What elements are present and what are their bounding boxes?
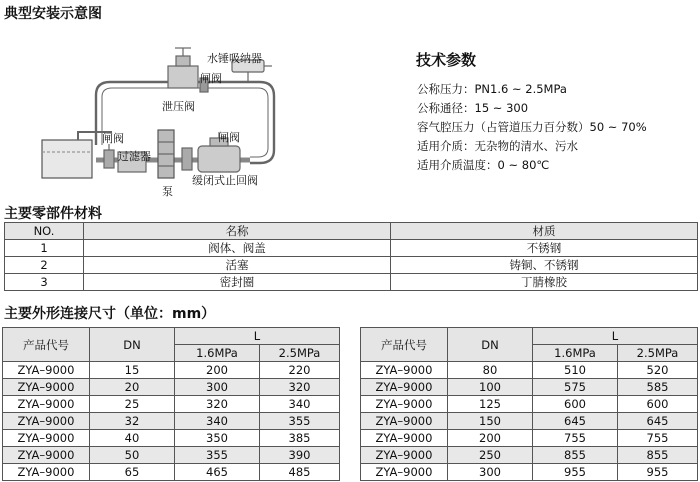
cell-l16: 465: [175, 464, 260, 481]
spec-line: 公称通径：15 ~ 300: [417, 101, 529, 115]
cell-l16: 200: [175, 362, 260, 379]
right-gate-valve: [182, 148, 192, 170]
label-water-hammer: 水锤吸纳器: [207, 52, 262, 65]
cell-dn: 20: [90, 379, 175, 396]
cell-l25: 855: [618, 447, 698, 464]
cell-l25: 755: [618, 430, 698, 447]
materials-table: [4, 222, 698, 291]
cell-code: ZYA–9000: [3, 464, 90, 481]
header-dn: DN: [90, 328, 175, 362]
table-row: [3, 413, 340, 430]
water-tank: [42, 140, 92, 178]
cell-material: 铸铜、不锈钢: [391, 257, 698, 274]
cell-dn: 300: [448, 464, 533, 481]
table-row: [361, 447, 698, 464]
label-gate-left: 闸阀: [102, 132, 124, 145]
cell-dn: 80: [448, 362, 533, 379]
cell-no: 1: [5, 240, 84, 257]
header-1-6mpa: 1.6MPa: [175, 345, 260, 362]
cell-dn: 100: [448, 379, 533, 396]
cell-dn: 150: [448, 413, 533, 430]
spec-line: 公称压力：PN1.6 ~ 2.5MPa: [417, 82, 567, 96]
cell-dn: 65: [90, 464, 175, 481]
header-code: 产品代号: [361, 328, 448, 362]
cell-material: 不锈钢: [391, 240, 698, 257]
cell-l16: 955: [533, 464, 618, 481]
cell-code: ZYA–9000: [3, 396, 90, 413]
cell-code: ZYA–9000: [3, 413, 90, 430]
cell-l16: 340: [175, 413, 260, 430]
header-l: L: [533, 328, 698, 345]
cell-dn: 40: [90, 430, 175, 447]
cell-no: 2: [5, 257, 84, 274]
header-no: NO.: [5, 223, 84, 240]
dimensions-table-left: [2, 327, 340, 481]
cell-l25: 485: [260, 464, 340, 481]
cell-code: ZYA–9000: [3, 447, 90, 464]
header-l: L: [175, 328, 340, 345]
table-row: [3, 396, 340, 413]
cell-l25: 340: [260, 396, 340, 413]
cell-l16: 320: [175, 396, 260, 413]
table-row: [361, 464, 698, 481]
cell-l16: 645: [533, 413, 618, 430]
table-row: [5, 240, 698, 257]
cell-l16: 300: [175, 379, 260, 396]
cell-dn: 125: [448, 396, 533, 413]
cell-code: ZYA–9000: [361, 447, 448, 464]
cell-code: ZYA–9000: [3, 362, 90, 379]
specs-title: 技术参数: [416, 51, 477, 69]
table-header-row: [3, 328, 340, 345]
cell-code: ZYA–9000: [361, 464, 448, 481]
cell-l25: 955: [618, 464, 698, 481]
table-row: [3, 362, 340, 379]
label-filter: 过滤器: [118, 150, 151, 163]
cell-code: ZYA–9000: [3, 379, 90, 396]
spec-line: 适用介质温度：0 ~ 80℃: [417, 158, 550, 172]
cell-l25: 585: [618, 379, 698, 396]
cell-code: ZYA–9000: [361, 396, 448, 413]
header-code: 产品代号: [3, 328, 90, 362]
label-check-valve: 缓闭式止回阀: [192, 174, 258, 187]
left-gate-valve: [104, 150, 114, 168]
cell-l16: 600: [533, 396, 618, 413]
cell-l16: 355: [175, 447, 260, 464]
cell-l16: 510: [533, 362, 618, 379]
cell-name: 阀体、阀盖: [84, 240, 391, 257]
label-gate-top: 闸阀: [200, 72, 222, 85]
cell-dn: 200: [448, 430, 533, 447]
label-relief: 泄压阀: [162, 100, 195, 113]
cell-l25: 355: [260, 413, 340, 430]
table-row: [3, 447, 340, 464]
spec-line: 适用介质：无杂物的清水、污水: [417, 139, 578, 153]
cell-dn: 250: [448, 447, 533, 464]
table-row: [3, 379, 340, 396]
cell-dn: 50: [90, 447, 175, 464]
cell-l25: 385: [260, 430, 340, 447]
cell-l16: 575: [533, 379, 618, 396]
cell-l25: 520: [618, 362, 698, 379]
table-row: [361, 379, 698, 396]
cell-l16: 755: [533, 430, 618, 447]
cell-name: 活塞: [84, 257, 391, 274]
cell-dn: 15: [90, 362, 175, 379]
cell-no: 3: [5, 274, 84, 291]
header-2-5mpa: 2.5MPa: [618, 345, 698, 362]
dimensions-table-right: [360, 327, 698, 481]
check-valve: [198, 146, 240, 172]
cell-l25: 220: [260, 362, 340, 379]
header-material: 材质: [391, 223, 698, 240]
cell-l25: 645: [618, 413, 698, 430]
dimensions-title: 主要外形连接尺寸（单位：mm）: [4, 306, 216, 322]
table-row: [3, 464, 340, 481]
label-pump: 泵: [162, 185, 173, 198]
cell-l25: 320: [260, 379, 340, 396]
header-name: 名称: [84, 223, 391, 240]
table-row: [3, 430, 340, 447]
table-header-row: [5, 223, 698, 240]
table-row: [361, 430, 698, 447]
table-row: [5, 257, 698, 274]
materials-title: 主要零部件材料: [4, 206, 102, 222]
table-row: [361, 362, 698, 379]
cell-l25: 390: [260, 447, 340, 464]
header-dn: DN: [448, 328, 533, 362]
cell-code: ZYA–9000: [361, 413, 448, 430]
table-header-row: [361, 328, 698, 345]
header-1-6mpa: 1.6MPa: [533, 345, 618, 362]
cell-name: 密封圈: [84, 274, 391, 291]
header-2-5mpa: 2.5MPa: [260, 345, 340, 362]
cell-code: ZYA–9000: [3, 430, 90, 447]
label-gate-right: 闸阀: [218, 131, 240, 144]
cell-material: 丁腈橡胶: [391, 274, 698, 291]
cell-dn: 25: [90, 396, 175, 413]
cell-code: ZYA–9000: [361, 379, 448, 396]
table-row: [361, 396, 698, 413]
cell-dn: 32: [90, 413, 175, 430]
table-row: [5, 274, 698, 291]
relief-valve: [168, 66, 198, 88]
cell-l16: 855: [533, 447, 618, 464]
cell-code: ZYA–9000: [361, 362, 448, 379]
table-row: [361, 413, 698, 430]
cell-l25: 600: [618, 396, 698, 413]
cell-l16: 350: [175, 430, 260, 447]
spec-line: 容气腔压力（占管道压力百分数）50 ~ 70%: [417, 120, 647, 134]
diagram-title: 典型安装示意图: [4, 6, 102, 22]
cell-code: ZYA–9000: [361, 430, 448, 447]
